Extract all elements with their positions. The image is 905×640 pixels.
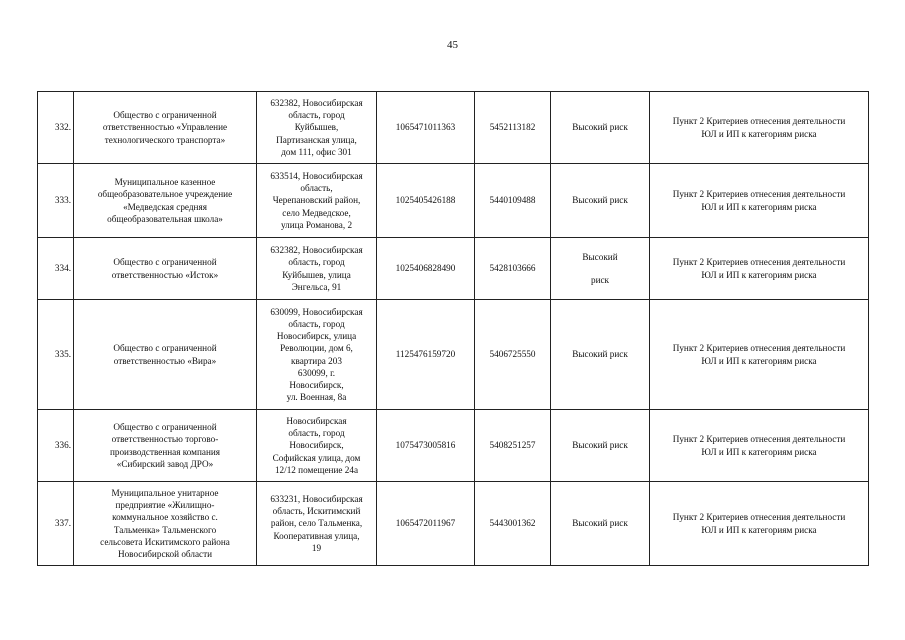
- cell-text-line: Муниципальное унитарное: [111, 488, 219, 499]
- cell-text-line: ЮЛ и ИП к категориям риска: [701, 446, 817, 457]
- cell-text-line: Новосибирск,: [289, 440, 344, 451]
- cell-text-line: Общество с ограниченной: [113, 110, 217, 121]
- row-number-cell: 333.: [38, 164, 74, 238]
- basis-cell: [650, 238, 869, 300]
- cell-text-line: Новосибирск, улица: [276, 331, 357, 342]
- cell-text-line: область, город: [288, 319, 345, 330]
- cell-text-line: Тальменка» Тальменского: [113, 524, 217, 535]
- risk-category-cell: [551, 238, 650, 300]
- risk-category-cell: [551, 164, 650, 238]
- organization-name-cell: [74, 238, 257, 300]
- organization-name-cell: [74, 300, 257, 410]
- cell-text-line: область, город: [288, 257, 345, 268]
- inn-cell: 5443001362: [475, 482, 551, 566]
- table-row: [38, 410, 869, 482]
- basis-cell: [650, 300, 869, 410]
- inn-cell: 5440109488: [475, 164, 551, 238]
- cell-text-line: производственная компания: [109, 446, 221, 457]
- cell-text-line: Партизанская улица,: [276, 134, 357, 145]
- cell-text-line: «Медведская средняя: [123, 201, 207, 212]
- cell-text-line: 630099, Новосибирская: [270, 307, 363, 318]
- cell-text-line: Куйбышев,: [294, 122, 339, 133]
- cell-text-line: дом 111, офис 301: [281, 146, 352, 157]
- cell-text-line: Высокий риск: [572, 349, 628, 360]
- basis-cell: [650, 164, 869, 238]
- cell-text-line: 632382, Новосибирская: [270, 98, 363, 109]
- cell-text-line: Пункт 2 Критериев отнесения деятельности: [672, 257, 846, 268]
- organization-name-cell: [74, 164, 257, 238]
- cell-text-line: Пункт 2 Критериев отнесения деятельности: [672, 434, 846, 445]
- cell-text-line: ЮЛ и ИП к категориям риска: [701, 269, 817, 280]
- cell-text-line: сельсовета Искитимского района: [100, 536, 230, 547]
- risk-registry-table: [37, 91, 869, 566]
- risk-category-cell: [551, 300, 650, 410]
- cell-text-line: Энгельса, 91: [291, 281, 342, 292]
- table-row: [38, 164, 869, 238]
- cell-text-line: ЮЛ и ИП к категориям риска: [701, 355, 817, 366]
- address-cell: [257, 164, 377, 238]
- basis-cell: [650, 92, 869, 164]
- page-number: 45: [447, 39, 458, 51]
- cell-text-line: Высокий риск: [572, 440, 628, 451]
- cell-text-line: квартира 203: [291, 355, 342, 366]
- cell-text-line: 633514, Новосибирская: [270, 171, 363, 182]
- cell-text-line: улица Романова, 2: [280, 219, 353, 230]
- cell-text-line: Пункт 2 Критериев отнесения деятельности: [672, 189, 846, 200]
- cell-text-line: Революции, дом 6,: [280, 343, 353, 354]
- cell-text-line: Общество с ограниченной: [113, 257, 217, 268]
- cell-text-line: район, село Тальменка,: [270, 518, 363, 529]
- cell-text-line: общеобразовательная школа»: [107, 213, 223, 224]
- cell-text-line: область, Искитимский: [272, 506, 361, 517]
- cell-text-line: Муниципальное казенное: [114, 177, 216, 188]
- cell-text-line: 19: [311, 542, 322, 553]
- ogrn-cell: 1025405426188: [377, 164, 475, 238]
- cell-text-line: Высокий риск: [572, 195, 628, 206]
- cell-text-line: село Медведское,: [282, 207, 351, 218]
- cell-text-line: ЮЛ и ИП к категориям риска: [701, 128, 817, 139]
- inn-cell: 5406725550: [475, 300, 551, 410]
- cell-text-line: 12/12 помещение 24а: [274, 464, 359, 475]
- address-cell: [257, 300, 377, 410]
- cell-text-line: Высокий: [582, 251, 618, 262]
- cell-text-line: «Сибирский завод ДРО»: [116, 458, 214, 469]
- organization-name-cell: [74, 482, 257, 566]
- cell-text-line: Общество с ограниченной: [113, 343, 217, 354]
- cell-text-line: ответственностью торгово-: [111, 434, 219, 445]
- ogrn-cell: 1125476159720: [377, 300, 475, 410]
- cell-text-line: ЮЛ и ИП к категориям риска: [701, 201, 817, 212]
- cell-text-line: 630099, г.: [297, 367, 336, 378]
- inn-cell: 5428103666: [475, 238, 551, 300]
- cell-text-line: ответственностью «Вира»: [113, 355, 217, 366]
- basis-cell: [650, 482, 869, 566]
- cell-text-line: Кооперативная улица,: [273, 530, 360, 541]
- risk-category-cell: [551, 92, 650, 164]
- organization-name-cell: [74, 410, 257, 482]
- inn-cell: 5408251257: [475, 410, 551, 482]
- cell-text-line: Пункт 2 Критериев отнесения деятельности: [672, 512, 846, 523]
- cell-text-line: общеобразовательное учреждение: [97, 189, 233, 200]
- cell-text-line: риск: [590, 275, 610, 286]
- cell-text-line: область, город: [288, 428, 345, 439]
- cell-text-line: Пункт 2 Критериев отнесения деятельности: [672, 343, 846, 354]
- ogrn-cell: 1025406828490: [377, 238, 475, 300]
- cell-text-line: Новосибирской области: [117, 548, 213, 559]
- cell-text-line: Высокий риск: [572, 518, 628, 529]
- table-row: [38, 92, 869, 164]
- table-row: [38, 300, 869, 410]
- cell-text-line: Новосибирская: [286, 416, 347, 427]
- table-row: [38, 482, 869, 566]
- address-cell: [257, 482, 377, 566]
- ogrn-cell: 1065471011363: [377, 92, 475, 164]
- cell-text-line: Высокий риск: [572, 122, 628, 133]
- cell-text-line: 633231, Новосибирская: [270, 494, 363, 505]
- ogrn-cell: 1075473005816: [377, 410, 475, 482]
- ogrn-cell: 1065472011967: [377, 482, 475, 566]
- inn-cell: 5452113182: [475, 92, 551, 164]
- organization-name-cell: [74, 92, 257, 164]
- cell-text-line: коммунальное хозяйство с.: [112, 512, 218, 523]
- cell-text-line: ответственностью «Исток»: [111, 269, 219, 280]
- cell-text-line: технологического транспорта»: [104, 134, 226, 145]
- cell-text-line: ул. Военная, 8а: [286, 391, 347, 402]
- address-cell: [257, 238, 377, 300]
- row-number-cell: 336.: [38, 410, 74, 482]
- cell-text-line: Новосибирск,: [289, 379, 344, 390]
- cell-text-line: Черепановский район,: [272, 195, 361, 206]
- address-cell: [257, 410, 377, 482]
- cell-text-line: Куйбышев, улица: [282, 269, 351, 280]
- cell-text-line: Софийская улица, дом: [272, 452, 361, 463]
- address-cell: [257, 92, 377, 164]
- row-number-cell: 337.: [38, 482, 74, 566]
- cell-text-line: ответственностью «Управление: [102, 122, 228, 133]
- row-number-cell: 335.: [38, 300, 74, 410]
- row-number-cell: 332.: [38, 92, 74, 164]
- cell-text-line: область,: [300, 183, 333, 194]
- risk-category-cell: [551, 410, 650, 482]
- table-row: [38, 238, 869, 300]
- cell-text-line: область, город: [288, 110, 345, 121]
- cell-text-line: 632382, Новосибирская: [270, 245, 363, 256]
- risk-category-cell: [551, 482, 650, 566]
- cell-text-line: ЮЛ и ИП к категориям риска: [701, 524, 817, 535]
- row-number-cell: 334.: [38, 238, 74, 300]
- basis-cell: [650, 410, 869, 482]
- cell-text-line: предприятие «Жилищно-: [115, 500, 215, 511]
- cell-text-line: Пункт 2 Критериев отнесения деятельности: [672, 116, 846, 127]
- cell-text-line: Общество с ограниченной: [113, 422, 217, 433]
